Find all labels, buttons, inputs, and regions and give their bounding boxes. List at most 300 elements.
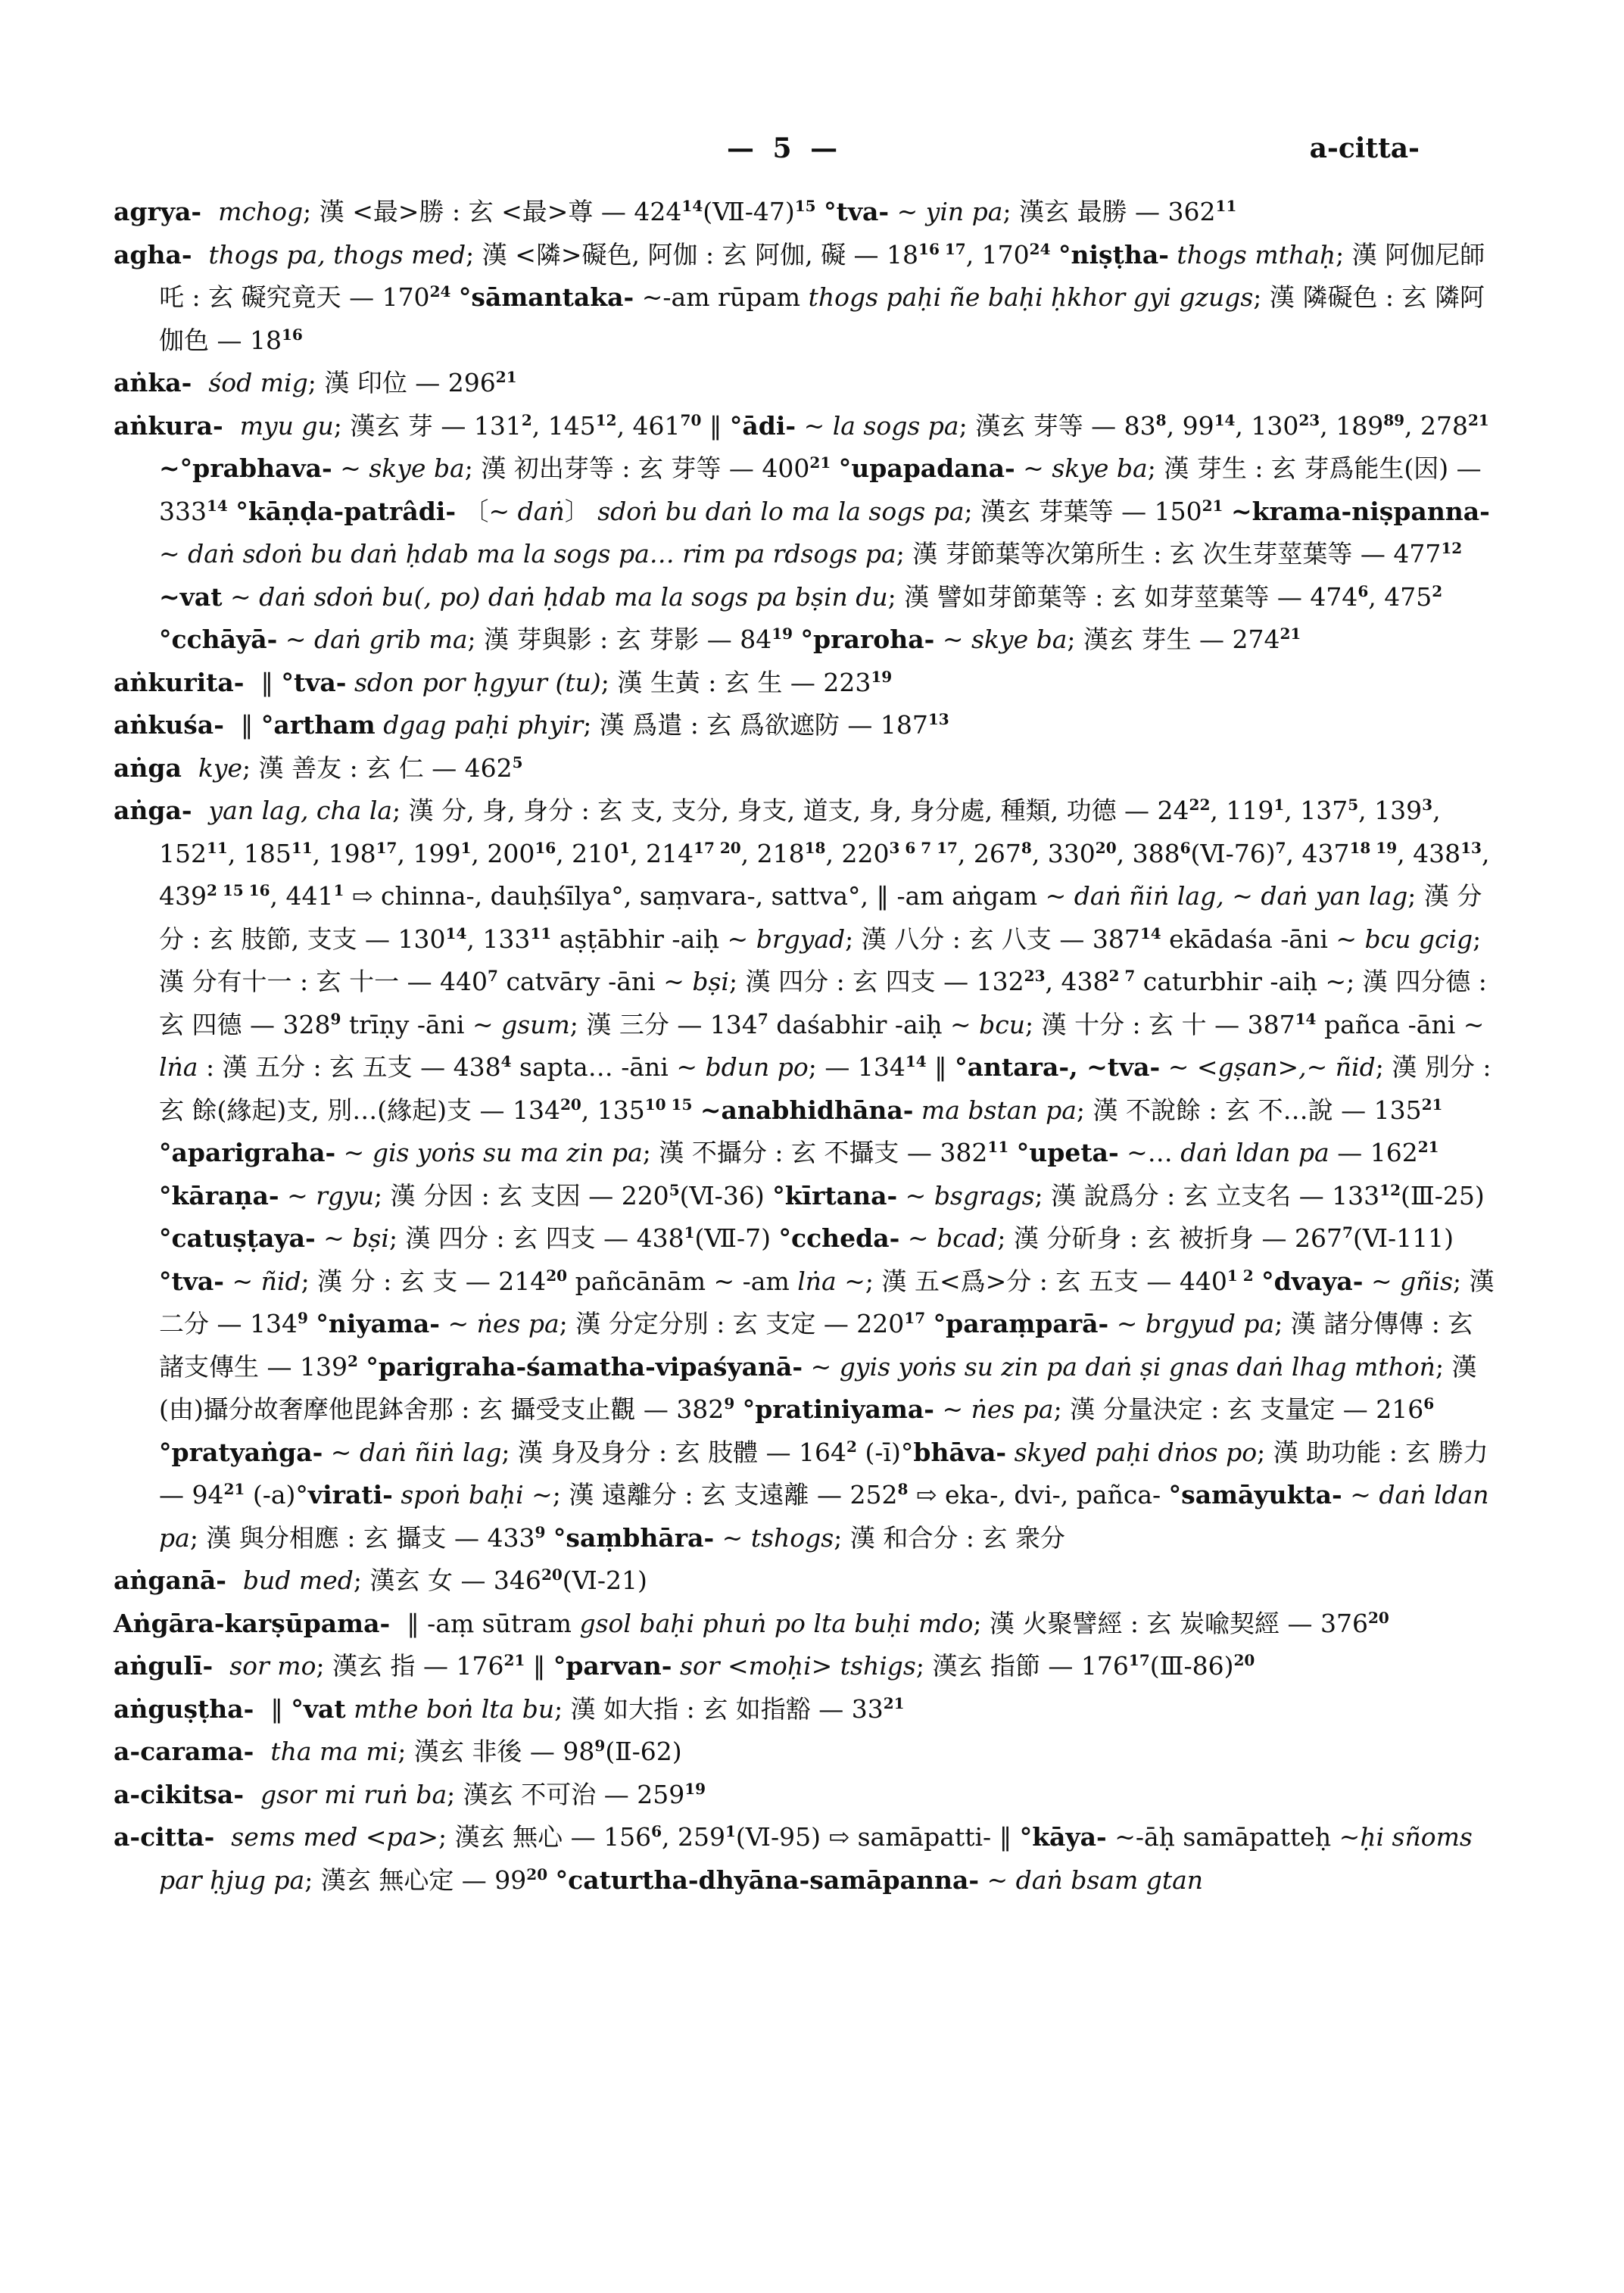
reference-line-number: 1 bbox=[684, 1223, 695, 1242]
entry-text: , 278 bbox=[1404, 410, 1469, 441]
entry-text: ; 漢 阿伽尼師吒 : 玄 礙究竟天 — 170 bbox=[159, 239, 1485, 312]
entry-text: ; 漢 初出芽等 : 玄 芽等 — 400 bbox=[464, 453, 810, 483]
entry-text bbox=[376, 710, 384, 740]
entry-text bbox=[925, 1309, 934, 1338]
entry-text: ; 漢玄 不可治 — 259 bbox=[447, 1779, 685, 1809]
entry-text: : 漢 五分 : 玄 五支 — 438 bbox=[198, 1052, 501, 1082]
reference-line-number: 13 bbox=[1460, 838, 1482, 857]
tibetan-equivalent: daṅ ldan pa bbox=[1180, 1138, 1329, 1167]
entry-text: 〕 bbox=[564, 496, 598, 526]
tibetan-equivalent: skye ba bbox=[369, 453, 465, 483]
tibetan-equivalent: daṅ sdoṅ bu(, po) daṅ ḥdab ma la sogs pa bṣin du bbox=[259, 581, 888, 612]
entry-text: ; 漢 八分 : 玄 八支 — 387 bbox=[845, 924, 1140, 954]
entry-text: ~… bbox=[1118, 1138, 1181, 1167]
page-header bbox=[0, 132, 1624, 178]
entry-text: ~ bbox=[889, 197, 926, 226]
tibetan-equivalent: daṅ sdoṅ bu daṅ ḥdab ma la sogs pa… rim pa rdsogs pa bbox=[188, 539, 896, 569]
entry-text: ; 漢 分量決定 : 玄 支量定 — 216 bbox=[1053, 1394, 1424, 1424]
headword: aṅgulī- bbox=[114, 1651, 214, 1681]
running-head: a-citta- bbox=[1309, 132, 1420, 164]
entry-text: ~ bbox=[1015, 453, 1052, 483]
tibetan-equivalent: skye ba bbox=[971, 625, 1068, 654]
sub-headword: °kāraṇa- bbox=[159, 1180, 279, 1210]
sub-headword: °pratiniyama- bbox=[742, 1394, 934, 1424]
entry-text: ; 漢 助功能 : 玄 勝力 — 94 bbox=[159, 1437, 1488, 1509]
tibetan-equivalent: brgyad bbox=[756, 924, 846, 954]
entry-text bbox=[308, 1309, 316, 1338]
tibetan-equivalent: daṅ bbox=[517, 496, 565, 526]
entry-text: ; 漢 <隣>礙色, 阿伽 : 玄 阿伽, 礙 — 18 bbox=[466, 239, 919, 269]
reference-line-number: 14 bbox=[1214, 410, 1236, 429]
entry-text: ; 漢 說爲分 : 玄 立支名 — 133 bbox=[1034, 1180, 1380, 1210]
entry-text: , 330 bbox=[1031, 838, 1096, 868]
tibetan-equivalent: gsol baḥi phuṅ po lta buḥi mdo bbox=[579, 1608, 974, 1638]
reference-line-number: 6 bbox=[1357, 581, 1369, 600]
entry-text: ; 漢玄 無心定 — 99 bbox=[304, 1865, 527, 1895]
entry-text: , 119 bbox=[1210, 796, 1274, 825]
dictionary-entry bbox=[114, 790, 1499, 1559]
entry-text: ; 漢玄 指 — 176 bbox=[316, 1651, 504, 1681]
dictionary-entry bbox=[114, 662, 1499, 705]
entry-text bbox=[1006, 1438, 1015, 1467]
entry-text: ; 漢玄 芽 — 131 bbox=[333, 410, 522, 441]
entry-text: ; 漢 二分 — 134 bbox=[159, 1266, 1495, 1338]
entry-text: , 133 bbox=[466, 924, 531, 954]
reference-line-number: 9 bbox=[724, 1394, 735, 1413]
entry-text bbox=[672, 1651, 680, 1681]
entry-text: , 200 bbox=[471, 838, 535, 868]
dictionary-entries bbox=[114, 191, 1499, 1902]
reference-line-number: 16 bbox=[281, 325, 303, 344]
entry-text: , 189 bbox=[1320, 410, 1384, 441]
headword: Aṅgāra-karṣūpama- bbox=[114, 1608, 391, 1638]
tibetan-equivalent: bdun po bbox=[705, 1052, 809, 1082]
entry-text: ; 漢 印位 — 296 bbox=[307, 368, 496, 397]
entry-text: ; 漢 和合分 : 玄 衆分 bbox=[834, 1522, 1065, 1553]
reference-line-number: 7 bbox=[757, 1009, 768, 1028]
dictionary-entry bbox=[114, 747, 1499, 790]
reference-line-number: 1 bbox=[1273, 796, 1285, 814]
reference-line-number: 17 20 bbox=[694, 838, 741, 857]
dictionary-entry bbox=[114, 704, 1499, 747]
entry-text: ; 漢 爲遣 : 玄 爲欲遮防 — 187 bbox=[583, 710, 928, 740]
entry-text: pañca -āni ~ bbox=[1316, 1009, 1485, 1039]
entry-text: ; 漢玄 指節 — 176 bbox=[915, 1651, 1129, 1681]
entry-text bbox=[346, 1694, 354, 1724]
entry-text: ~; 漢 遠離分 : 玄 支遠離 — 252 bbox=[523, 1480, 898, 1509]
entry-text bbox=[358, 1352, 366, 1382]
entry-text: ; 漢玄 無心 — 156 bbox=[438, 1822, 652, 1852]
reference-line-number: 20 bbox=[1368, 1608, 1389, 1627]
reference-line-number: 21 bbox=[1468, 410, 1489, 429]
entry-text: ~ bbox=[332, 453, 369, 483]
tibetan-equivalent: dgag paḥi phyir bbox=[383, 710, 584, 740]
entry-text: ; 漢 身及身分 : 玄 肢體 — 164 bbox=[501, 1437, 847, 1467]
reference-line-number: 8 bbox=[897, 1480, 909, 1498]
entry-text: ~ bbox=[714, 1522, 751, 1553]
entry-text: , 267 bbox=[957, 838, 1021, 868]
tibetan-equivalent: brgyud pa bbox=[1145, 1309, 1275, 1338]
entry-text: ~ bbox=[224, 1266, 261, 1296]
entry-text: ; 漢 分斫身 : 玄 被折身 — 267 bbox=[997, 1223, 1343, 1253]
tibetan-equivalent: gñis bbox=[1400, 1266, 1454, 1296]
tibetan-equivalent: sdoṅ bu daṅ lo ma la sogs pa bbox=[597, 496, 965, 526]
entry-text: ; 漢 分 : 玄 支 — 214 bbox=[301, 1266, 547, 1296]
entry-text: trīṇy -āni ~ bbox=[341, 1009, 502, 1039]
entry-text: ⇨ chinna-, dauḥśīlya°, saṃvara-, sattva°, ‖ -am aṅgam ~ bbox=[344, 881, 1074, 911]
sub-headword: bhāva- bbox=[913, 1437, 1007, 1467]
entry-text: ; 漢 (由)攝分故奢摩他毘鉢舍那 : 玄 攝受支止觀 — 382 bbox=[159, 1351, 1477, 1424]
sub-headword: °dvaya- bbox=[1261, 1266, 1364, 1296]
sub-headword: ~°prabhava- bbox=[159, 453, 332, 483]
reference-line-number: 15 bbox=[794, 197, 816, 215]
sub-headword: °kīrtana- bbox=[772, 1180, 898, 1210]
sub-headword: °tva- bbox=[159, 1266, 224, 1296]
reference-line-number: 21 bbox=[495, 368, 517, 386]
entry-text: , 198 bbox=[312, 838, 376, 868]
entry-text: (Ⅵ-76) bbox=[1190, 838, 1276, 868]
entry-text: (-ī)° bbox=[856, 1437, 914, 1467]
entry-text: ; 漢 四分 : 玄 四支 — 438 bbox=[388, 1223, 684, 1253]
tibetan-equivalent: myu gu bbox=[239, 410, 334, 441]
reference-line-number: 2 bbox=[846, 1437, 857, 1456]
entry-text: ; 漢 分, 身, 身分 : 玄 支, 支分, 身支, 道支, 身, 身分處, 種類, 功德 — 24 bbox=[392, 796, 1189, 825]
tibetan-equivalent: ma bstan pa bbox=[921, 1095, 1077, 1125]
entry-text: ; 漢玄 芽生 — 274 bbox=[1067, 625, 1280, 654]
entry-text: ; 漢 分因 : 玄 支因 — 220 bbox=[374, 1180, 669, 1210]
sub-headword: °saṃbhāra- bbox=[553, 1522, 715, 1553]
dictionary-entry bbox=[114, 1774, 1499, 1817]
reference-line-number: 18 19 bbox=[1349, 838, 1398, 857]
reference-line-number: 17 bbox=[904, 1309, 926, 1327]
reference-line-number: 9 bbox=[330, 1009, 341, 1028]
headword: a-citta- bbox=[114, 1822, 215, 1852]
headword: a-carama- bbox=[114, 1737, 254, 1766]
reference-line-number: 12 bbox=[1441, 539, 1463, 557]
entry-text bbox=[793, 625, 801, 654]
headword: agha- bbox=[114, 239, 192, 269]
entry-text: ‖ bbox=[240, 710, 261, 740]
entry-text: ‖ bbox=[260, 667, 282, 697]
entry-text: , 130 bbox=[1235, 410, 1299, 441]
entry-text: (Ⅲ-25) bbox=[1401, 1180, 1485, 1210]
sub-headword: °parvan- bbox=[553, 1651, 672, 1681]
reference-line-number: 1 2 bbox=[1227, 1266, 1254, 1285]
reference-line-number: 11 bbox=[291, 838, 313, 857]
reference-line-number: 1 bbox=[619, 838, 631, 857]
sub-headword: ~krama-niṣpanna- bbox=[1230, 496, 1490, 526]
entry-text bbox=[1051, 240, 1059, 269]
headword: aṅga- bbox=[114, 796, 192, 825]
reference-line-number: 6 bbox=[651, 1822, 662, 1840]
reference-line-number: 4 bbox=[500, 1052, 512, 1070]
reference-line-number: 14 bbox=[1139, 924, 1161, 942]
tibetan-equivalent: bṣi bbox=[692, 967, 729, 996]
entry-text: ; 漢玄 女 — 346 bbox=[353, 1566, 541, 1595]
reference-line-number: 8 bbox=[1021, 838, 1032, 857]
entry-text: (Ⅵ-36) bbox=[679, 1180, 773, 1210]
reference-line-number: 21 bbox=[809, 453, 831, 472]
sub-headword: °parigraha-śamatha-vipaśyanā- bbox=[366, 1351, 803, 1382]
tibetan-equivalent: bsgrags bbox=[934, 1180, 1035, 1210]
reference-line-number: 17 bbox=[376, 838, 397, 857]
tibetan-equivalent: <gṣan>,~ ñid bbox=[1196, 1052, 1376, 1082]
entry-text bbox=[1254, 1266, 1262, 1296]
dictionary-entry bbox=[114, 1645, 1499, 1688]
reference-line-number: 23 bbox=[1298, 410, 1320, 429]
tibetan-equivalent: sor <moḥi> tshigs bbox=[679, 1651, 916, 1681]
headword: aṅka- bbox=[114, 368, 192, 397]
entry-text: 〔~ bbox=[456, 496, 518, 526]
sub-headword: °aparigraha- bbox=[159, 1138, 336, 1167]
entry-text: ~ bbox=[279, 1180, 316, 1210]
entry-text: , 137 bbox=[1284, 796, 1348, 825]
reference-line-number: 11 bbox=[207, 838, 228, 857]
sub-headword: °upeta- bbox=[1016, 1138, 1119, 1167]
entry-text bbox=[734, 1394, 743, 1424]
entry-text: ; 漢 生黃 : 玄 生 — 223 bbox=[600, 667, 871, 697]
entry-text: (Ⅵ-95) ⇨ samāpatti- ‖ bbox=[735, 1822, 1020, 1852]
entry-text: ; 漢 分有十一 : 玄 十一 — 440 bbox=[159, 924, 1482, 996]
tibetan-equivalent: gis yoṅs su ma zin pa bbox=[372, 1138, 643, 1167]
entry-text: ; 漢 三分 — 134 bbox=[569, 1009, 758, 1039]
reference-line-number: 11 bbox=[987, 1138, 1009, 1156]
tibetan-equivalent: tha ma mi bbox=[270, 1737, 398, 1766]
sub-headword: ~vat bbox=[159, 581, 223, 612]
reference-line-number: 20 bbox=[1095, 838, 1117, 857]
dictionary-entry bbox=[114, 1816, 1499, 1902]
reference-line-number: 21 bbox=[1280, 625, 1301, 643]
entry-text: , 259 bbox=[662, 1822, 725, 1852]
tibetan-equivalent: ṅes pa bbox=[476, 1309, 560, 1338]
tibetan-equivalent: mthe boṅ lta bu bbox=[354, 1693, 555, 1724]
entry-text: , 388 bbox=[1116, 838, 1180, 868]
reference-line-number: 14 bbox=[445, 924, 467, 942]
entry-text: ; 漢玄 芽等 — 83 bbox=[959, 410, 1156, 441]
entry-text: ~ bbox=[934, 625, 971, 654]
entry-text: ; 漢 芽節葉等次第所生 : 玄 次生芽莖葉等 — 477 bbox=[896, 539, 1442, 569]
entry-text: ; 漢 如大指 : 玄 如指豁 — 33 bbox=[554, 1693, 884, 1724]
entry-text: ; — 134 bbox=[808, 1052, 906, 1082]
tibetan-equivalent: thogs paḥi ñe baḥi ḥkhor gyi gzugs bbox=[808, 282, 1254, 312]
reference-line-number: 5 bbox=[512, 752, 523, 771]
entry-text: ~ bbox=[1160, 1052, 1197, 1082]
entry-text: ~ bbox=[934, 1394, 971, 1424]
tibetan-equivalent: bṣi bbox=[352, 1223, 389, 1253]
reference-line-number: 1 bbox=[333, 881, 344, 899]
entry-text: ; 漢 諸分傳傳 : 玄 諸支傳生 — 139 bbox=[159, 1309, 1473, 1382]
entry-text: ; 漢 別分 : 玄 餘(緣起)支, 別…(緣起)支 — 134 bbox=[159, 1052, 1492, 1125]
entry-text: ~ bbox=[899, 1223, 937, 1253]
entry-text: ~ bbox=[1108, 1309, 1146, 1338]
reference-line-number: 24 bbox=[429, 282, 451, 301]
entry-text bbox=[393, 1480, 401, 1509]
reference-line-number: 14 bbox=[207, 496, 228, 515]
reference-line-number: 3 6 7 17 bbox=[889, 838, 958, 857]
sub-headword: ~anabhidhāna- bbox=[700, 1095, 914, 1125]
reference-line-number: 9 bbox=[297, 1309, 308, 1327]
entry-text: ; 漢 芽生 : 玄 芽爲能生(因) — 333 bbox=[159, 453, 1482, 526]
entry-text: pañcānām ~ -am bbox=[567, 1266, 798, 1296]
reference-line-number: 22 bbox=[1189, 796, 1211, 814]
dictionary-entry bbox=[114, 405, 1499, 662]
reference-line-number: 70 bbox=[680, 410, 702, 429]
tibetan-equivalent: daṅ ldan pa bbox=[159, 1480, 1489, 1553]
reference-line-number: 89 bbox=[1383, 410, 1405, 429]
entry-text: (Ⅶ-7) bbox=[694, 1223, 779, 1253]
sub-headword: °samāyukta- bbox=[1168, 1480, 1342, 1509]
entry-text: , 145 bbox=[531, 410, 596, 441]
reference-line-number: 19 bbox=[684, 1779, 706, 1798]
tibetan-equivalent: yin pa bbox=[925, 197, 1003, 226]
entry-text: ; 漢玄 非後 — 98 bbox=[397, 1737, 595, 1766]
entry-text: ‖ -aṃ sūtram bbox=[407, 1608, 580, 1638]
reference-line-number: 11 bbox=[1215, 197, 1237, 215]
page-number: — 5 — bbox=[727, 132, 843, 164]
entry-text: ~-āḥ samāpatteḥ ~ bbox=[1106, 1822, 1361, 1852]
tibetan-equivalent: ñid bbox=[260, 1266, 301, 1296]
reference-line-number: 5 bbox=[669, 1180, 680, 1199]
headword: aṅganā- bbox=[114, 1566, 226, 1595]
entry-text bbox=[346, 668, 354, 697]
tibetan-equivalent: gsum bbox=[501, 1009, 570, 1039]
entry-text: ~ bbox=[277, 625, 314, 654]
entry-text: ; 漢 善友 : 玄 仁 — 462 bbox=[242, 752, 513, 783]
entry-text bbox=[228, 497, 236, 526]
entry-text: , 441 bbox=[270, 881, 334, 911]
sub-headword: °tva- bbox=[281, 667, 347, 697]
entry-text: , 218 bbox=[740, 838, 805, 868]
tibetan-equivalent: bcad bbox=[936, 1223, 998, 1253]
entry-text: ~ bbox=[222, 581, 260, 612]
entry-text: ~-am rūpam bbox=[634, 282, 809, 312]
tibetan-equivalent: śod mig bbox=[208, 368, 308, 397]
reference-line-number: 2 15 16 bbox=[207, 881, 270, 899]
entry-text: ⇨ eka-, dvi-, pañca- bbox=[908, 1480, 1169, 1509]
entry-text: ; 漢 分定分別 : 玄 支定 — 220 bbox=[559, 1309, 905, 1338]
tibetan-equivalent: skye ba bbox=[1052, 453, 1148, 483]
tibetan-equivalent: spoṅ baḥi bbox=[401, 1480, 524, 1509]
reference-line-number: 11 bbox=[530, 924, 552, 942]
entry-text bbox=[831, 453, 839, 483]
reference-line-number: 2 bbox=[521, 410, 532, 429]
tibetan-equivalent: lṅa bbox=[797, 1266, 837, 1296]
entry-text: ~ bbox=[323, 1437, 360, 1467]
entry-text: (-a)° bbox=[245, 1480, 308, 1509]
entry-text bbox=[450, 282, 459, 312]
entry-text: (Ⅵ-21) bbox=[562, 1566, 647, 1595]
headword: aṅkura- bbox=[114, 410, 223, 441]
entry-text: , 152 bbox=[159, 796, 1441, 868]
entry-text: ; 漢玄 最勝 — 362 bbox=[1002, 197, 1216, 226]
entry-text: ~ bbox=[803, 1351, 840, 1382]
entry-text: , 135 bbox=[581, 1095, 645, 1125]
tibetan-equivalent: sems med <pa> bbox=[231, 1822, 438, 1852]
entry-text: , 210 bbox=[556, 838, 620, 868]
reference-line-number: 20 bbox=[541, 1566, 563, 1584]
tibetan-equivalent: bcu bbox=[979, 1009, 1025, 1039]
tibetan-equivalent: daṅ bsam gtan bbox=[1015, 1865, 1204, 1895]
reference-line-number: 21 bbox=[1421, 1095, 1443, 1114]
sub-headword: °sāmantaka- bbox=[458, 282, 634, 312]
entry-text: ~ bbox=[897, 1180, 934, 1210]
entry-text bbox=[913, 1095, 921, 1125]
entry-text bbox=[1223, 497, 1231, 526]
sub-headword: °pratyaṅga- bbox=[159, 1437, 323, 1467]
sub-headword: °ccheda- bbox=[778, 1223, 900, 1253]
entry-text: ~ bbox=[1363, 1266, 1401, 1296]
entry-text: , 439 bbox=[159, 838, 1490, 911]
dictionary-entry bbox=[114, 1731, 1499, 1774]
headword: aṅga bbox=[114, 752, 182, 783]
entry-text: ; 漢 四分 : 玄 四支 — 132 bbox=[729, 967, 1024, 996]
sub-headword: °artham bbox=[260, 710, 376, 740]
sub-headword: °caturtha-dhyāna-samāpanna- bbox=[555, 1865, 980, 1895]
tibetan-equivalent: thogs pa, thogs med bbox=[208, 239, 466, 269]
reference-line-number: 20 bbox=[526, 1865, 548, 1883]
entry-text: ; 漢 火聚譬經 : 玄 炭喩契經 — 376 bbox=[973, 1608, 1368, 1638]
sub-headword: °antara-, ~tva- bbox=[955, 1052, 1161, 1082]
reference-line-number: 3 bbox=[1422, 796, 1433, 814]
sub-headword: °vat bbox=[291, 1693, 346, 1724]
entry-text: , 170 bbox=[965, 239, 1030, 269]
tibetan-equivalent: rgyu bbox=[316, 1180, 375, 1210]
sub-headword: °praroha- bbox=[800, 625, 935, 654]
reference-line-number: 7 bbox=[488, 967, 498, 985]
sub-headword: °catuṣṭaya- bbox=[159, 1223, 316, 1253]
tibetan-equivalent: sdon por ḥgyur (tu) bbox=[354, 667, 601, 697]
entry-text: ‖ bbox=[270, 1693, 291, 1724]
tibetan-equivalent: daṅ grib ma bbox=[313, 625, 468, 654]
entry-text: ~ bbox=[796, 410, 833, 441]
entry-text bbox=[816, 197, 824, 226]
tibetan-equivalent: mchog bbox=[218, 197, 304, 226]
reference-line-number: 21 bbox=[223, 1480, 245, 1498]
reference-line-number: 13 bbox=[927, 710, 949, 728]
reference-line-number: 7 bbox=[1275, 838, 1286, 857]
sub-headword: °ādi- bbox=[729, 410, 796, 441]
entry-text: , 438 bbox=[1045, 967, 1109, 996]
entry-text: ekādaśa -āni ~ bbox=[1161, 924, 1365, 954]
sub-headword: °tva- bbox=[824, 197, 890, 226]
entry-text: (Ⅱ-62) bbox=[605, 1737, 682, 1766]
tibetan-equivalent: thogs mthaḥ bbox=[1177, 239, 1336, 269]
reference-line-number: 14 bbox=[1295, 1009, 1317, 1028]
entry-text: ~ bbox=[979, 1865, 1016, 1895]
entry-text: ; 漢 與分相應 : 玄 攝支 — 433 bbox=[189, 1522, 535, 1553]
entry-text: daśabhir -aiḥ ~ bbox=[768, 1009, 980, 1039]
entry-text: , 461 bbox=[616, 410, 681, 441]
headword: aṅguṣṭha- bbox=[114, 1693, 254, 1724]
reference-line-number: 16 17 bbox=[918, 239, 966, 258]
tibetan-equivalent: gyis yoṅs su zin pa daṅ ṣi gnas daṅ lhag mthoṅ bbox=[839, 1351, 1435, 1382]
reference-line-number: 6 bbox=[1180, 838, 1191, 857]
tibetan-equivalent: bud med bbox=[242, 1566, 354, 1595]
headword: aṅkuśa- bbox=[114, 710, 224, 740]
entry-text: ~ bbox=[1342, 1480, 1379, 1509]
tibetan-equivalent: sor mo bbox=[229, 1651, 316, 1681]
tibetan-equivalent: ḥi sñoms par ḥjug pa bbox=[159, 1822, 1473, 1895]
entry-text: (Ⅶ-47) bbox=[703, 197, 795, 226]
entry-text: aṣṭābhir -aiḥ ~ bbox=[551, 924, 756, 954]
entry-text: ; 漢 不攝分 : 玄 不攝支 — 382 bbox=[642, 1138, 988, 1167]
entry-text: , 437 bbox=[1286, 838, 1350, 868]
reference-line-number: 1 bbox=[460, 838, 472, 857]
reference-line-number: 8 bbox=[1155, 410, 1167, 429]
headword: a-cikitsa- bbox=[114, 1779, 245, 1809]
entry-text: catvāry -āni ~ bbox=[497, 967, 693, 996]
entry-text: , 99 bbox=[1166, 410, 1214, 441]
